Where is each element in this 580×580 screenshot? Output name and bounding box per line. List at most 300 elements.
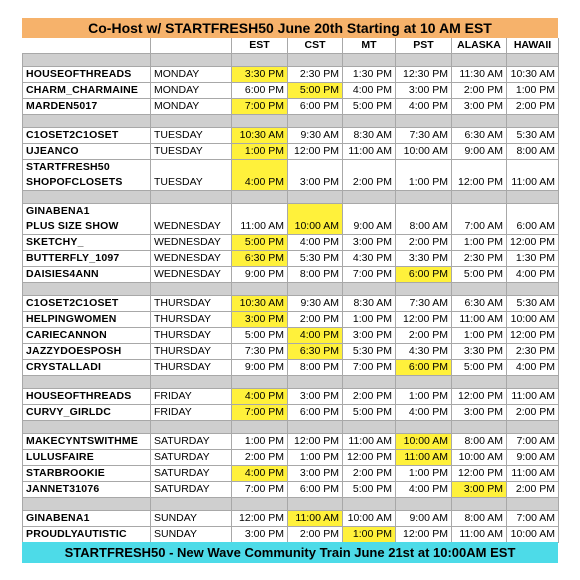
day-cell: WEDNESDAY [151,267,232,283]
time-cell-est: 9:00 PM [232,360,288,376]
separator-cell [452,115,507,128]
schedule-row [23,511,559,527]
host-cell [23,312,151,328]
schedule-row [23,450,559,466]
separator-cell [452,498,507,511]
host-cell [23,434,151,450]
separator-cell [396,498,452,511]
time-cell-alaska: 1:00 PM [452,328,507,344]
separator-cell [452,191,507,204]
time-cell-pst: 4:00 PM [396,405,452,421]
time-cell-alaska: 11:30 AM [452,67,507,83]
time-cell-est: 4:00 PM [232,466,288,482]
host-cell [23,466,151,482]
time-cell-alaska: 8:00 AM [452,434,507,450]
time-cell-mt: 7:00 PM [343,360,396,376]
time-cell-mt: 2:00 PM [343,389,396,405]
schedule-row [23,99,559,115]
time-cell-est: 5:00 PM [232,328,288,344]
day-cell: THURSDAY [151,360,232,376]
separator-cell [232,54,288,67]
host-name: SKETCHY_ [26,236,84,248]
day-cell: THURSDAY [151,328,232,344]
time-cell-cst: 9:30 AM [288,296,343,312]
time-cell-cst: 4:00 PM [288,328,343,344]
day-cell: SATURDAY [151,482,232,498]
time-cell-alaska: 5:00 PM [452,267,507,283]
separator-cell [396,54,452,67]
host-name: C1OSET2C1OSET [26,129,119,141]
host-cell [23,235,151,251]
time-cell-pst: 9:00 AM [396,511,452,527]
time-cell-pst: 11:00 AM [396,450,452,466]
time-cell-alaska: 10:00 AM [452,450,507,466]
time-cell-est: 11:00 AM [232,204,288,235]
time-cell-est: 7:00 PM [232,99,288,115]
schedule-row [23,466,559,482]
time-cell-pst: 12:00 PM [396,527,452,543]
separator-cell [343,115,396,128]
day-cell: MONDAY [151,83,232,99]
host-cell [23,527,151,543]
time-cell-hawaii: 12:00 PM [507,235,559,251]
time-cell-hawaii: 7:00 AM [507,511,559,527]
day-cell: TUESDAY [151,160,232,191]
column-header: HAWAII [507,38,559,54]
separator-cell [288,376,343,389]
host-name: HOUSEOFTHREADS [26,390,132,402]
time-cell-pst: 7:30 AM [396,128,452,144]
time-cell-mt: 5:00 PM [343,482,396,498]
time-cell-mt: 2:00 PM [343,160,396,191]
time-cell-hawaii: 12:00 PM [507,328,559,344]
time-cell-est: 4:00 PM [232,389,288,405]
time-cell-hawaii: 6:00 AM [507,204,559,235]
time-cell-pst: 12:30 PM [396,67,452,83]
separator-cell [343,498,396,511]
day-cell: WEDNESDAY [151,235,232,251]
host-name: CRYSTALLADI [26,361,102,373]
time-cell-mt: 1:30 PM [343,67,396,83]
time-cell-mt: 1:00 PM [343,312,396,328]
time-cell-alaska: 12:00 PM [452,389,507,405]
separator-cell [452,421,507,434]
host-cell [23,99,151,115]
schedule-row [23,405,559,421]
host-cell [23,405,151,421]
time-cell-est: 2:00 PM [232,450,288,466]
time-cell-mt: 8:30 AM [343,296,396,312]
host-name: MARDEN5017 [26,100,98,112]
time-cell-pst: 3:00 PM [396,83,452,99]
schedule-body [23,54,559,543]
day-cell: THURSDAY [151,344,232,360]
schedule-row [23,128,559,144]
separator-cell [23,498,151,511]
time-cell-pst: 6:00 PM [396,267,452,283]
time-cell-alaska: 3:30 PM [452,344,507,360]
time-cell-mt: 11:00 AM [343,434,396,450]
host-name: HELPINGWOMEN [26,313,117,325]
time-cell-hawaii: 11:00 AM [507,466,559,482]
separator-row [23,54,559,67]
separator-cell [232,498,288,511]
time-cell-alaska: 7:00 AM [452,204,507,235]
time-cell-alaska: 9:00 AM [452,144,507,160]
host-cell [23,267,151,283]
time-cell-hawaii: 2:00 PM [507,482,559,498]
time-cell-hawaii: 7:00 AM [507,434,559,450]
host-cell [23,482,151,498]
host-name: GINABENA1 [26,205,90,217]
column-header: EST [232,38,288,54]
separator-cell [343,283,396,296]
time-cell-mt: 8:30 AM [343,128,396,144]
time-cell-hawaii: 5:30 AM [507,296,559,312]
separator-row [23,115,559,128]
host-cell [23,204,151,235]
separator-cell [151,498,232,511]
time-cell-pst: 8:00 AM [396,204,452,235]
time-cell-est: 9:00 PM [232,267,288,283]
time-cell-est: 10:30 AM [232,296,288,312]
time-cell-cst: 1:00 PM [288,450,343,466]
separator-cell [452,283,507,296]
host-name: PLUS SIZE SHOW [26,220,119,232]
host-cell [23,83,151,99]
schedule-row [23,296,559,312]
separator-cell [507,283,559,296]
time-cell-mt: 9:00 AM [343,204,396,235]
separator-cell [288,421,343,434]
time-cell-cst: 6:00 PM [288,482,343,498]
separator-cell [232,421,288,434]
day-cell: THURSDAY [151,296,232,312]
time-cell-pst: 10:00 AM [396,434,452,450]
separator-cell [151,115,232,128]
schedule-row [23,67,559,83]
separator-cell [232,376,288,389]
time-cell-hawaii: 5:30 AM [507,128,559,144]
separator-cell [232,191,288,204]
host-name: JAZZYDOESPOSH [26,345,122,357]
host-cell [23,251,151,267]
time-cell-cst: 12:00 PM [288,144,343,160]
footer-banner: STARTFRESH50 - New Wave Community Train June 21st at 10:00AM EST [22,542,558,563]
day-cell: SUNDAY [151,527,232,543]
time-cell-pst: 2:00 PM [396,328,452,344]
host-name: STARBROOKIE [26,467,106,479]
time-cell-est: 7:30 PM [232,344,288,360]
host-name: JANNET31076 [26,483,100,495]
time-cell-cst: 2:30 PM [288,67,343,83]
host-cell [23,144,151,160]
time-cell-mt: 7:00 PM [343,267,396,283]
separator-cell [288,191,343,204]
separator-cell [288,54,343,67]
separator-row [23,191,559,204]
day-cell: SUNDAY [151,511,232,527]
time-cell-cst: 3:00 PM [288,160,343,191]
separator-cell [396,115,452,128]
separator-cell [232,115,288,128]
day-cell: THURSDAY [151,312,232,328]
separator-cell [23,283,151,296]
time-cell-hawaii: 2:00 PM [507,405,559,421]
schedule-row [23,328,559,344]
time-cell-mt: 5:00 PM [343,405,396,421]
separator-row [23,421,559,434]
host-name: LULUSFAIRE [26,451,94,463]
host-name: HOUSEOFTHREADS [26,68,132,80]
time-cell-alaska: 2:30 PM [452,251,507,267]
separator-row [23,283,559,296]
time-cell-mt: 4:00 PM [343,83,396,99]
separator-cell [343,191,396,204]
day-cell: SATURDAY [151,466,232,482]
time-cell-cst: 8:00 PM [288,267,343,283]
schedule-row [23,251,559,267]
time-cell-hawaii: 11:00 AM [507,160,559,191]
page-title: Co-Host w/ STARTFRESH50 June 20th Starting at 10 AM EST [22,18,558,38]
separator-cell [507,376,559,389]
time-cell-pst: 3:30 PM [396,251,452,267]
time-cell-cst: 5:30 PM [288,251,343,267]
separator-cell [23,421,151,434]
time-cell-est: 4:00 PM [232,160,288,191]
time-cell-hawaii: 2:30 PM [507,344,559,360]
host-name: CURVY_GIRLDC [26,406,112,418]
time-cell-cst: 2:00 PM [288,527,343,543]
time-cell-pst: 4:00 PM [396,482,452,498]
time-cell-mt: 3:00 PM [343,328,396,344]
host-name: SHOPOFCLOSETS [26,176,123,188]
time-cell-hawaii: 10:00 AM [507,527,559,543]
host-cell [23,344,151,360]
day-cell: WEDNESDAY [151,204,232,235]
separator-cell [507,115,559,128]
time-cell-alaska: 11:00 AM [452,527,507,543]
separator-cell [452,54,507,67]
schedule-row [23,144,559,160]
time-cell-est: 10:30 AM [232,128,288,144]
separator-cell [396,283,452,296]
time-cell-cst: 2:00 PM [288,312,343,328]
separator-cell [288,498,343,511]
separator-cell [396,421,452,434]
host-cell [23,360,151,376]
day-cell: MONDAY [151,99,232,115]
time-cell-hawaii: 8:00 AM [507,144,559,160]
host-name: GINABENA1 [26,512,90,524]
time-cell-alaska: 3:00 PM [452,482,507,498]
separator-cell [232,283,288,296]
time-cell-mt: 5:30 PM [343,344,396,360]
time-cell-hawaii: 1:30 PM [507,251,559,267]
separator-cell [507,191,559,204]
time-cell-cst: 5:00 PM [288,83,343,99]
separator-cell [288,283,343,296]
host-cell [23,511,151,527]
separator-cell [452,376,507,389]
time-cell-alaska: 3:00 PM [452,405,507,421]
day-cell: SATURDAY [151,434,232,450]
separator-cell [151,376,232,389]
time-cell-alaska: 3:00 PM [452,99,507,115]
host-name: C1OSET2C1OSET [26,297,119,309]
time-cell-pst: 7:30 AM [396,296,452,312]
day-cell: WEDNESDAY [151,251,232,267]
day-cell: TUESDAY [151,144,232,160]
time-cell-pst: 1:00 PM [396,160,452,191]
time-cell-alaska: 6:30 AM [452,128,507,144]
time-cell-cst: 10:00 AM [288,204,343,235]
host-cell [23,160,151,191]
separator-cell [23,191,151,204]
host-cell [23,296,151,312]
column-header: MT [343,38,396,54]
schedule-row [23,344,559,360]
separator-row [23,498,559,511]
time-cell-pst: 2:00 PM [396,235,452,251]
time-cell-alaska: 8:00 AM [452,511,507,527]
host-name: DAISIES4ANN [26,268,99,280]
schedule-row [23,434,559,450]
host-name: BUTTERFLY_1097 [26,252,120,264]
time-cell-est: 7:00 PM [232,405,288,421]
separator-cell [151,191,232,204]
time-cell-hawaii: 10:30 AM [507,67,559,83]
time-cell-mt: 2:00 PM [343,466,396,482]
time-cell-est: 6:30 PM [232,251,288,267]
host-name: PROUDLYAUTISTIC [26,528,127,540]
separator-cell [343,421,396,434]
time-cell-cst: 4:00 PM [288,235,343,251]
time-cell-est: 3:00 PM [232,527,288,543]
time-cell-est: 3:30 PM [232,67,288,83]
schedule-table [22,38,559,543]
host-cell [23,389,151,405]
schedule-row [23,527,559,543]
time-cell-alaska: 11:00 AM [452,312,507,328]
time-cell-est: 12:00 PM [232,511,288,527]
schedule-row [23,83,559,99]
time-cell-hawaii: 1:00 PM [507,83,559,99]
schedule-row [23,160,559,191]
schedule-row [23,360,559,376]
host-cell [23,450,151,466]
time-cell-mt: 5:00 PM [343,99,396,115]
time-cell-est: 5:00 PM [232,235,288,251]
time-cell-cst: 11:00 AM [288,511,343,527]
time-cell-est: 1:00 PM [232,434,288,450]
header-blank [151,38,232,54]
column-header: ALASKA [452,38,507,54]
time-cell-cst: 9:30 AM [288,128,343,144]
column-header: CST [288,38,343,54]
time-cell-pst: 1:00 PM [396,466,452,482]
time-cell-hawaii: 4:00 PM [507,267,559,283]
time-cell-est: 7:00 PM [232,482,288,498]
time-cell-cst: 6:00 PM [288,99,343,115]
time-cell-mt: 4:30 PM [343,251,396,267]
schedule-row [23,267,559,283]
separator-cell [507,54,559,67]
time-cell-est: 3:00 PM [232,312,288,328]
host-name: CHARM_CHARMAINE [26,84,139,96]
separator-cell [507,421,559,434]
day-cell: FRIDAY [151,405,232,421]
schedule-row [23,235,559,251]
separator-cell [151,421,232,434]
time-cell-pst: 6:00 PM [396,360,452,376]
time-cell-alaska: 6:30 AM [452,296,507,312]
column-header: PST [396,38,452,54]
separator-cell [343,376,396,389]
schedule-row [23,312,559,328]
time-cell-mt: 12:00 PM [343,450,396,466]
time-cell-alaska: 2:00 PM [452,83,507,99]
time-cell-pst: 10:00 AM [396,144,452,160]
time-cell-est: 6:00 PM [232,83,288,99]
day-cell: TUESDAY [151,128,232,144]
day-cell: SATURDAY [151,450,232,466]
host-name: CARIECANNON [26,329,107,341]
time-cell-pst: 1:00 PM [396,389,452,405]
time-cell-hawaii: 2:00 PM [507,99,559,115]
separator-cell [151,54,232,67]
time-cell-cst: 3:00 PM [288,389,343,405]
time-cell-mt: 11:00 AM [343,144,396,160]
time-cell-mt: 10:00 AM [343,511,396,527]
time-cell-mt: 3:00 PM [343,235,396,251]
separator-cell [288,115,343,128]
separator-cell [23,54,151,67]
time-cell-alaska: 1:00 PM [452,235,507,251]
separator-cell [396,191,452,204]
host-name: UJEANCO [26,145,79,157]
time-cell-hawaii: 10:00 AM [507,312,559,328]
separator-cell [23,115,151,128]
separator-row [23,376,559,389]
time-cell-hawaii: 11:00 AM [507,389,559,405]
time-cell-pst: 4:30 PM [396,344,452,360]
time-cell-cst: 6:30 PM [288,344,343,360]
time-cell-alaska: 12:00 PM [452,466,507,482]
time-cell-cst: 8:00 PM [288,360,343,376]
host-cell [23,128,151,144]
time-cell-pst: 12:00 PM [396,312,452,328]
day-cell: FRIDAY [151,389,232,405]
time-cell-cst: 3:00 PM [288,466,343,482]
schedule-row [23,389,559,405]
header-row [23,38,559,54]
schedule-row [23,482,559,498]
time-cell-alaska: 12:00 PM [452,160,507,191]
separator-cell [343,54,396,67]
time-cell-pst: 4:00 PM [396,99,452,115]
time-cell-est: 1:00 PM [232,144,288,160]
host-cell [23,328,151,344]
time-cell-hawaii: 9:00 AM [507,450,559,466]
time-cell-cst: 6:00 PM [288,405,343,421]
schedule-row [23,204,559,235]
header-blank [23,38,151,54]
host-name: MAKECYNTSWITHME [26,435,139,447]
separator-cell [507,498,559,511]
host-name: STARTFRESH50 [26,161,110,173]
time-cell-mt: 1:00 PM [343,527,396,543]
